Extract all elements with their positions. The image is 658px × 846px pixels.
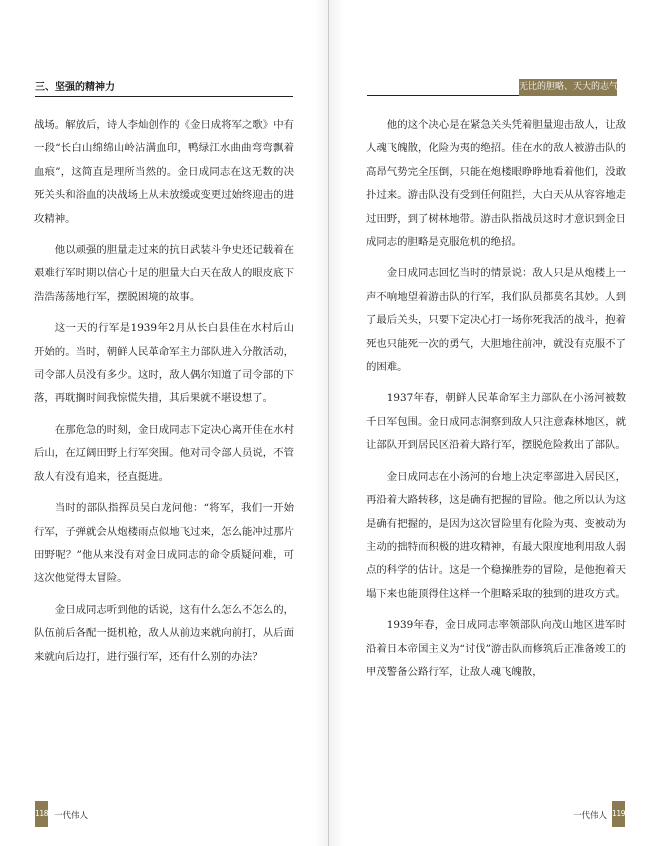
paragraph: 金日成同志在小汤河的台地上决定率部进入居民区，再沿着大路转移，这是确有把握的冒险。他之所以认为这是确有把握的，是因为这次冒险里有化险为夷、变被动为主动的拙特而积极的进攻精神，有最大限度地利用敌人弱点的科学的估计。这是一个稳操胜券的冒险，是他抱着天塌下来也能顶得住这样一个胆略采取的独到的进攻方式。: [366, 470, 626, 600]
paragraph: 这一天的行军是1939年2月从长白县佳在水村后山开始的。当时，朝鲜人民革命军主力部队进入分散活动，司令部人员没有多少。这时，敌人偶尔知道了司令部的下落，再耽搁时间我惊慌失措，其后果就不堪设想了。: [34, 322, 294, 405]
left-body-text: [34, 114, 294, 669]
page-number: 119: [612, 801, 625, 827]
paragraph: 在那危急的时刻，金日成同志下定决心离开佳在水村后山，在辽阔田野上行军突围。他对司令部人员说，不管敌人有没有追来，径直挺进。: [34, 423, 294, 483]
paragraph: 他的这个决心是在紧急关头凭着胆量迎击敌人，让敌人魂飞魄散，化险为夷的绝招。佳在水的敌人被游击队的高昂气势完全压倒，只能在炮楼眼睁睁地看着他们，没敢扑过来。游击队没有受到任何阻拦，大白天从从容容地走过田野，到了树林地带。游击队指战员这时才意识到金日成同志的胆略是克服危机的绝招。: [366, 119, 626, 249]
paragraph: 1939年春，金日成同志率领部队向茂山地区进军时沿着日本帝国主义为“讨伐”游击队而修筑后正准备竣工的甲茂警备公路行军，让敌人魂飞魄散，: [366, 619, 626, 678]
paragraph: 战场。解放后，诗人李灿创作的《金日成将军之歌》中有一段“长白山绵绵山岭沾满血印，鸭绿江水曲曲弯弯飘着血痕”，这简直是理所当然的。金日成同志在这无数的决死关头和浴血的决战场上从未放缓或变更过始终迎击的进攻精神。: [34, 119, 294, 225]
paragraph: 他以顽强的胆量走过来的抗日武装斗争史还记载着在艰难行军时期以信心十足的胆量大白天在敌人的眼皮底下浩浩荡荡地行军，摆脱困境的故事。: [34, 244, 294, 303]
paragraph: 1937年春，朝鲜人民革命军主力部队在小汤河被数千日军包围。金日成同志洞察到敌人只注意森林地区，就让部队开到居民区沿着大路行军，摆脱危险救出了部队。: [366, 392, 626, 452]
right-page: [329, 0, 658, 846]
paragraph: 金日成同志听到他的话说，这有什么怎么不怎么的，队伍前后各配一挺机枪，敌人从前边来就向前打，从后面来就向后边打，进行强行军，还有什么别的办法？: [34, 603, 294, 663]
right-body-text: [366, 114, 626, 684]
book-title: 一代伟人: [54, 811, 89, 821]
section-header: [367, 80, 617, 96]
book-title: 一代伟人: [573, 811, 608, 821]
paragraph: 金日成同志回忆当时的情景说：敌人只是从炮楼上一声不响地望着游击队的行军，我们队员都莫名其妙。人到了最后关头，只要下定决心打一场你死我活的战斗，抱着死也只能死一次的勇气，大胆地往前冲，就没有克服不了的困难。: [366, 267, 626, 374]
section-tag: 无比的胆略、天大的志气: [519, 79, 617, 96]
chapter-title: 三、坚强的精神力: [35, 82, 115, 93]
paragraph: 当时的部队指挥员吴白龙问他：“将军，我们一开始行军，子弹就会从炮楼雨点似地飞过来，怎么能冲过那片田野呢？”他从来没有对金日成同志的命令质疑问难，可这次他觉得太冒险。: [34, 502, 294, 585]
page-number: 118: [35, 801, 48, 827]
chapter-header: [35, 76, 293, 97]
